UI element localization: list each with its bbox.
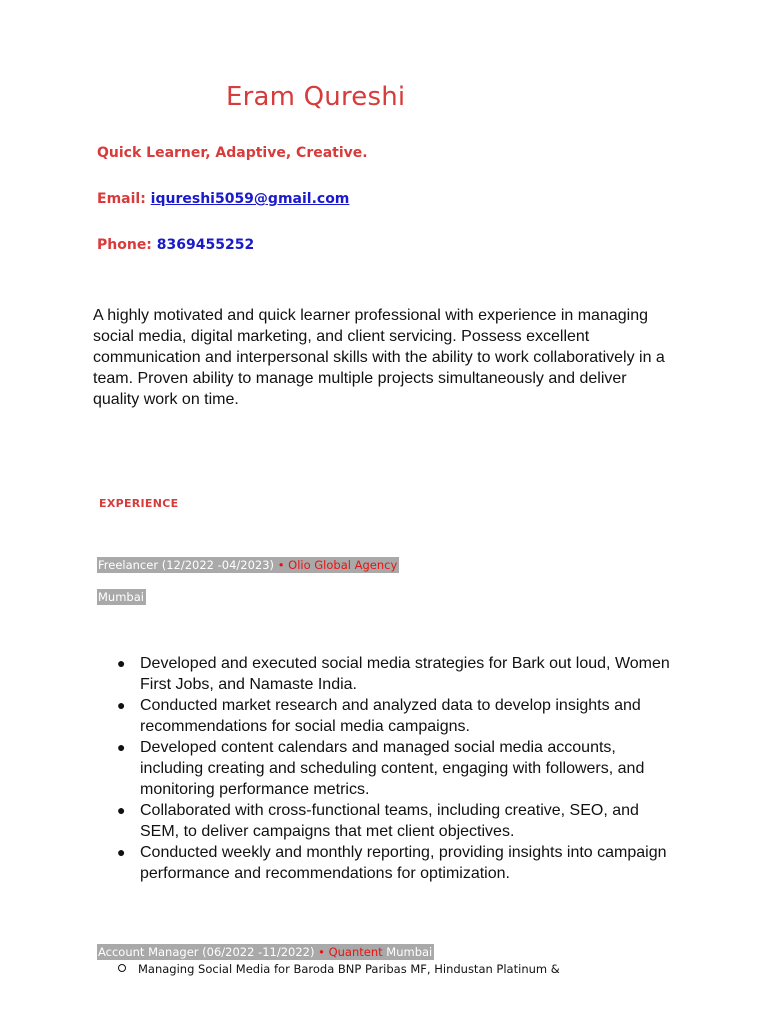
experience-heading: EXPERIENCE bbox=[99, 497, 179, 510]
bullet-icon: ● bbox=[117, 802, 126, 818]
bullet-icon: ● bbox=[117, 739, 126, 755]
email-label: Email: bbox=[97, 191, 146, 207]
bullet-text: Developed and executed social media strategies for Bark out loud, Women First Jobs, and Namaste India. bbox=[140, 655, 670, 693]
list-item bbox=[118, 962, 560, 976]
list-item bbox=[112, 800, 672, 842]
job-title-bar bbox=[97, 557, 399, 573]
bullet-icon: ● bbox=[117, 697, 126, 713]
bullet-text: Managing Social Media for Baroda BNP Paribas MF, Hindustan Platinum & bbox=[138, 962, 560, 976]
bullet-text: Conducted market research and analyzed data to develop insights and recommendations for social media campaigns. bbox=[140, 697, 641, 735]
bullet-text: Collaborated with cross-functional teams, including creative, SEO, and SEM, to deliver campaigns that met client objectives. bbox=[140, 802, 639, 840]
tagline: Quick Learner, Adaptive, Creative. bbox=[97, 145, 368, 161]
bullet-icon: ● bbox=[117, 844, 126, 860]
list-item bbox=[112, 653, 672, 695]
email-link[interactable]: iqureshi5059@gmail.com bbox=[150, 191, 350, 207]
job-title-bar bbox=[97, 944, 434, 960]
job-location: Mumbai bbox=[98, 590, 144, 604]
professional-summary: A highly motivated and quick learner professional with experience in managing social media, digital marketing, and client servicing. Possess excellent communication and interpersonal skills with the ability to work collaboratively in a team. Proven ability to manage multiple projects simultaneously and deliver quality work on time. bbox=[93, 307, 665, 408]
bullet-icon: ● bbox=[117, 655, 126, 671]
list-item bbox=[112, 695, 672, 737]
job-bullet-list bbox=[112, 653, 672, 884]
job-company: • Olio Global Agency bbox=[277, 558, 398, 572]
phone-label: Phone: bbox=[97, 237, 152, 253]
job-location: Mumbai bbox=[382, 945, 433, 959]
phone-number: 8369455252 bbox=[156, 237, 255, 253]
list-item bbox=[112, 737, 672, 800]
bullet-text: Conducted weekly and monthly reporting, providing insights into campaign performance and recommendations for optimization. bbox=[140, 844, 667, 882]
circle-bullet-icon bbox=[118, 964, 126, 972]
phone-line bbox=[97, 237, 254, 253]
job-company: • Quantent bbox=[318, 945, 383, 959]
job-title-dates: Freelancer (12/2022 -04/2023) bbox=[98, 558, 278, 572]
list-item bbox=[112, 842, 672, 884]
job-title-dates: Account Manager (06/2022 -11/2022) bbox=[98, 945, 319, 959]
bullet-text: Developed content calendars and managed social media accounts, including creating and scheduling content, engaging with followers, and monitoring performance metrics. bbox=[140, 739, 645, 798]
candidate-name: Eram Qureshi bbox=[226, 82, 406, 112]
email-line bbox=[97, 191, 349, 207]
